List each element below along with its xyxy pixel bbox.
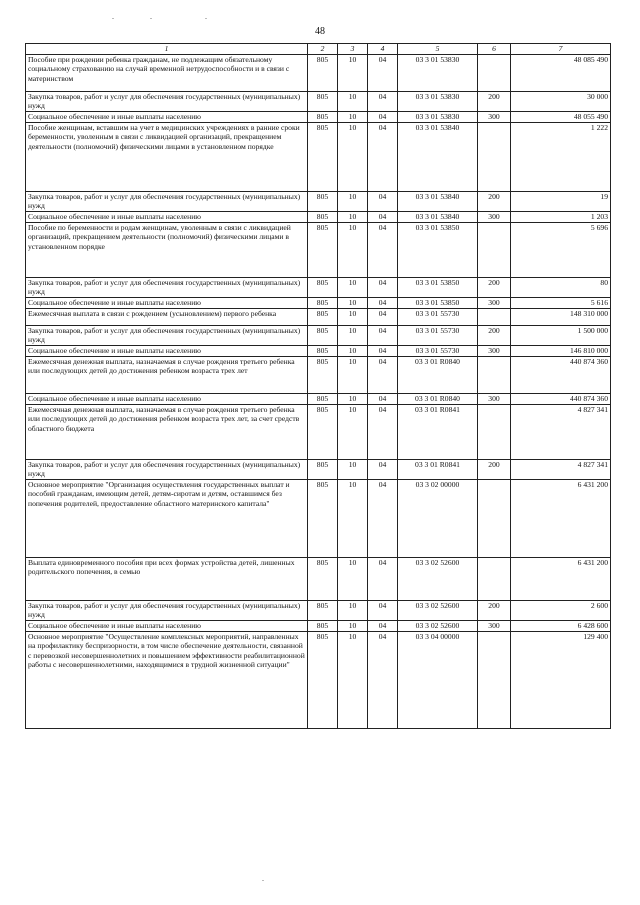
row-c2-cell: 805 [308,356,338,393]
table-row [26,55,611,92]
row-c6-cell: 300 [478,211,511,222]
table-row [26,459,611,479]
row-c2-cell: 805 [308,459,338,479]
row-c2-cell: 805 [308,325,338,345]
row-c7-cell: 5 616 [511,297,611,308]
row-c3-cell: 10 [338,479,368,557]
row-c2-cell: 805 [308,191,338,211]
table-row [26,308,611,325]
row-c5-cell: 03 3 01 53840 [398,191,478,211]
table-row [26,631,611,728]
row-c6-cell: 200 [478,600,511,620]
row-c6-cell: 300 [478,393,511,404]
row-c5-cell: 03 3 01 53830 [398,111,478,122]
row-c2-cell: 805 [308,308,338,325]
table-row [26,277,611,297]
row-name-cell: Закупка товаров, работ и услуг для обеспечения государственных (муниципальных) нужд [26,600,308,620]
column-number: 1 [26,44,308,55]
row-c4-cell: 04 [368,459,398,479]
row-name-cell: Закупка товаров, работ и услуг для обеспечения государственных (муниципальных) нужд [26,92,308,112]
row-c4-cell: 04 [368,631,398,728]
row-c2-cell: 805 [308,122,338,191]
table-row [26,356,611,393]
row-c5-cell: 03 3 01 53850 [398,297,478,308]
table-row [26,222,611,277]
row-c5-cell: 03 3 01 53850 [398,277,478,297]
row-name-cell: Социальное обеспечение и иные выплаты населению [26,211,308,222]
row-c7-cell: 1 203 [511,211,611,222]
table-row [26,393,611,404]
row-c5-cell: 03 3 02 52600 [398,620,478,631]
row-c5-cell: 03 3 01 53840 [398,122,478,191]
row-c4-cell: 04 [368,620,398,631]
table-row [26,345,611,356]
row-c6-cell: 300 [478,297,511,308]
column-number: 6 [478,44,511,55]
row-c7-cell: 30 000 [511,92,611,112]
row-c7-cell: 6 428 600 [511,620,611,631]
row-name-cell: Ежемесячная денежная выплата, назначаемая в случае рождения третьего ребенка или последующих детей до достижения ребенком возраста трех лет, за счет средств областного бюджета [26,404,308,459]
row-name-cell: Социальное обеспечение и иные выплаты населению [26,297,308,308]
row-c4-cell: 04 [368,600,398,620]
table-row [26,92,611,112]
row-c4-cell: 04 [368,122,398,191]
row-c5-cell: 03 3 01 53840 [398,211,478,222]
table-row [26,600,611,620]
row-c4-cell: 04 [368,191,398,211]
row-c6-cell: 300 [478,345,511,356]
row-c3-cell: 10 [338,620,368,631]
row-c5-cell: 03 3 04 00000 [398,631,478,728]
row-name-cell: Закупка товаров, работ и услуг для обеспечения государственных (муниципальных) нужд [26,277,308,297]
column-number: 3 [338,44,368,55]
row-name-cell: Пособие по беременности и родам женщинам, уволенным в связи с ликвидацией организаций, прекращением деятельности (полномочий) физическими лицами в установленном порядке [26,222,308,277]
row-c5-cell: 03 3 01 53850 [398,222,478,277]
row-c6-cell [478,55,511,92]
row-c4-cell: 04 [368,345,398,356]
row-c2-cell: 805 [308,222,338,277]
row-name-cell: Пособие при рождении ребенка гражданам, не подлежащим обязательному социальному страхованию на случай временной нетрудоспособности и в связи с материнством [26,55,308,92]
row-c2-cell: 805 [308,297,338,308]
row-c5-cell: 03 3 01 53830 [398,92,478,112]
table-row [26,191,611,211]
row-c6-cell: 200 [478,459,511,479]
table-row [26,297,611,308]
row-c5-cell: 03 3 02 00000 [398,479,478,557]
row-c4-cell: 04 [368,55,398,92]
column-number: 5 [398,44,478,55]
row-c2-cell: 805 [308,345,338,356]
row-name-cell: Социальное обеспечение и иные выплаты населению [26,393,308,404]
row-c4-cell: 04 [368,325,398,345]
row-c3-cell: 10 [338,55,368,92]
column-number: 7 [511,44,611,55]
row-c7-cell: 5 696 [511,222,611,277]
row-c3-cell: 10 [338,211,368,222]
row-c2-cell: 805 [308,479,338,557]
row-c4-cell: 04 [368,277,398,297]
row-name-cell: Социальное обеспечение и иные выплаты населению [26,620,308,631]
row-c2-cell: 805 [308,393,338,404]
row-c7-cell: 148 310 000 [511,308,611,325]
row-c3-cell: 10 [338,325,368,345]
table-row [26,122,611,191]
row-c2-cell: 805 [308,631,338,728]
row-name-cell: Социальное обеспечение и иные выплаты населению [26,111,308,122]
row-c3-cell: 10 [338,222,368,277]
table-row [26,479,611,557]
row-c3-cell: 10 [338,345,368,356]
row-c7-cell: 129 400 [511,631,611,728]
row-c7-cell: 2 600 [511,600,611,620]
row-c3-cell: 10 [338,404,368,459]
row-c2-cell: 805 [308,277,338,297]
row-c3-cell: 10 [338,122,368,191]
row-c7-cell: 1 500 000 [511,325,611,345]
row-c4-cell: 04 [368,92,398,112]
row-c4-cell: 04 [368,479,398,557]
row-c7-cell: 440 874 360 [511,356,611,393]
row-c4-cell: 04 [368,211,398,222]
row-c6-cell [478,557,511,600]
row-c2-cell: 805 [308,55,338,92]
row-c7-cell: 19 [511,191,611,211]
row-c6-cell [478,122,511,191]
column-number: 4 [368,44,398,55]
column-number: 2 [308,44,338,55]
row-name-cell: Основное мероприятие "Организация осуществления государственных выплат и пособий гражданам, имеющим детей, детям-сиротам и детям, оставшимся без попечения родителей, предоставление областного материнского капитала" [26,479,308,557]
row-c6-cell: 300 [478,620,511,631]
table-row [26,111,611,122]
row-c7-cell: 1 222 [511,122,611,191]
row-c5-cell: 03 3 01 55730 [398,345,478,356]
row-c5-cell: 03 3 01 R0841 [398,404,478,459]
row-c6-cell [478,404,511,459]
row-c2-cell: 805 [308,92,338,112]
row-c6-cell: 200 [478,325,511,345]
row-c7-cell: 440 874 360 [511,393,611,404]
row-name-cell: Социальное обеспечение и иные выплаты населению [26,345,308,356]
table-body [26,55,611,729]
row-c3-cell: 10 [338,191,368,211]
row-c2-cell: 805 [308,600,338,620]
row-c3-cell: 10 [338,557,368,600]
row-c7-cell: 6 431 200 [511,479,611,557]
row-c2-cell: 805 [308,620,338,631]
row-c7-cell: 4 827 341 [511,459,611,479]
row-c6-cell [478,222,511,277]
row-c6-cell [478,356,511,393]
row-c2-cell: 805 [308,211,338,222]
row-c3-cell: 10 [338,308,368,325]
row-c3-cell: 10 [338,459,368,479]
row-c6-cell: 200 [478,92,511,112]
row-c3-cell: 10 [338,356,368,393]
row-c4-cell: 04 [368,557,398,600]
row-c4-cell: 04 [368,297,398,308]
row-c4-cell: 04 [368,404,398,459]
row-name-cell: Ежемесячная выплата в связи с рождением (усыновлением) первого ребенка [26,308,308,325]
row-c7-cell: 4 827 341 [511,404,611,459]
row-c7-cell: 146 810 000 [511,345,611,356]
table-row [26,404,611,459]
row-c5-cell: 03 3 01 55730 [398,325,478,345]
row-c2-cell: 805 [308,557,338,600]
table-row [26,620,611,631]
row-c4-cell: 04 [368,111,398,122]
row-c5-cell: 03 3 01 R0841 [398,459,478,479]
row-name-cell: Закупка товаров, работ и услуг для обеспечения государственных (муниципальных) нужд [26,459,308,479]
row-c4-cell: 04 [368,308,398,325]
row-c3-cell: 10 [338,277,368,297]
row-c2-cell: 805 [308,111,338,122]
budget-table [25,43,611,729]
table-row [26,211,611,222]
row-c7-cell: 48 085 490 [511,55,611,92]
row-c7-cell: 48 055 490 [511,111,611,122]
row-name-cell: Выплата единовременного пособия при всех формах устройства детей, лишенных родительского попечения, в семью [26,557,308,600]
row-c5-cell: 03 3 01 R0840 [398,393,478,404]
row-c3-cell: 10 [338,297,368,308]
row-c3-cell: 10 [338,92,368,112]
row-c5-cell: 03 3 02 52600 [398,600,478,620]
table-row [26,557,611,600]
page-number: 48 [315,26,325,37]
row-c6-cell [478,308,511,325]
row-c7-cell: 6 431 200 [511,557,611,600]
row-c5-cell: 03 3 01 53830 [398,55,478,92]
row-name-cell: Закупка товаров, работ и услуг для обеспечения государственных (муниципальных) нужд [26,191,308,211]
row-c6-cell: 200 [478,191,511,211]
row-name-cell: Основное мероприятие "Осуществление комплексных мероприятий, направленных на профилактику беспризорности, в том числе обеспечение деятельности, связанной с перевозкой несовершеннолетних и повышением эффективности реабилитационной работы с несовершеннолетними, находящимися в трудной жизненной ситуации" [26,631,308,728]
row-c6-cell: 200 [478,277,511,297]
row-c6-cell [478,479,511,557]
row-name-cell: Пособие женщинам, вставшим на учет в медицинских учреждениях в ранние сроки беременности, уволенным в связи с ликвидацией организаций, прекращением деятельности (полномочий) физическими лицами в установленном порядке [26,122,308,191]
row-c5-cell: 03 3 01 R0840 [398,356,478,393]
row-c4-cell: 04 [368,356,398,393]
row-c7-cell: 80 [511,277,611,297]
row-c2-cell: 805 [308,404,338,459]
row-name-cell: Ежемесячная денежная выплата, назначаемая в случае рождения третьего ребенка или последующих детей до достижения ребенком возраста трех лет [26,356,308,393]
row-c3-cell: 10 [338,631,368,728]
row-c6-cell: 300 [478,111,511,122]
row-c3-cell: 10 [338,393,368,404]
row-c4-cell: 04 [368,393,398,404]
row-c4-cell: 04 [368,222,398,277]
row-c5-cell: 03 3 02 52600 [398,557,478,600]
row-c5-cell: 03 3 01 55730 [398,308,478,325]
row-c3-cell: 10 [338,111,368,122]
row-name-cell: Закупка товаров, работ и услуг для обеспечения государственных (муниципальных) нужд [26,325,308,345]
row-c3-cell: 10 [338,600,368,620]
table-row [26,325,611,345]
column-number-row [26,44,611,55]
row-c6-cell [478,631,511,728]
